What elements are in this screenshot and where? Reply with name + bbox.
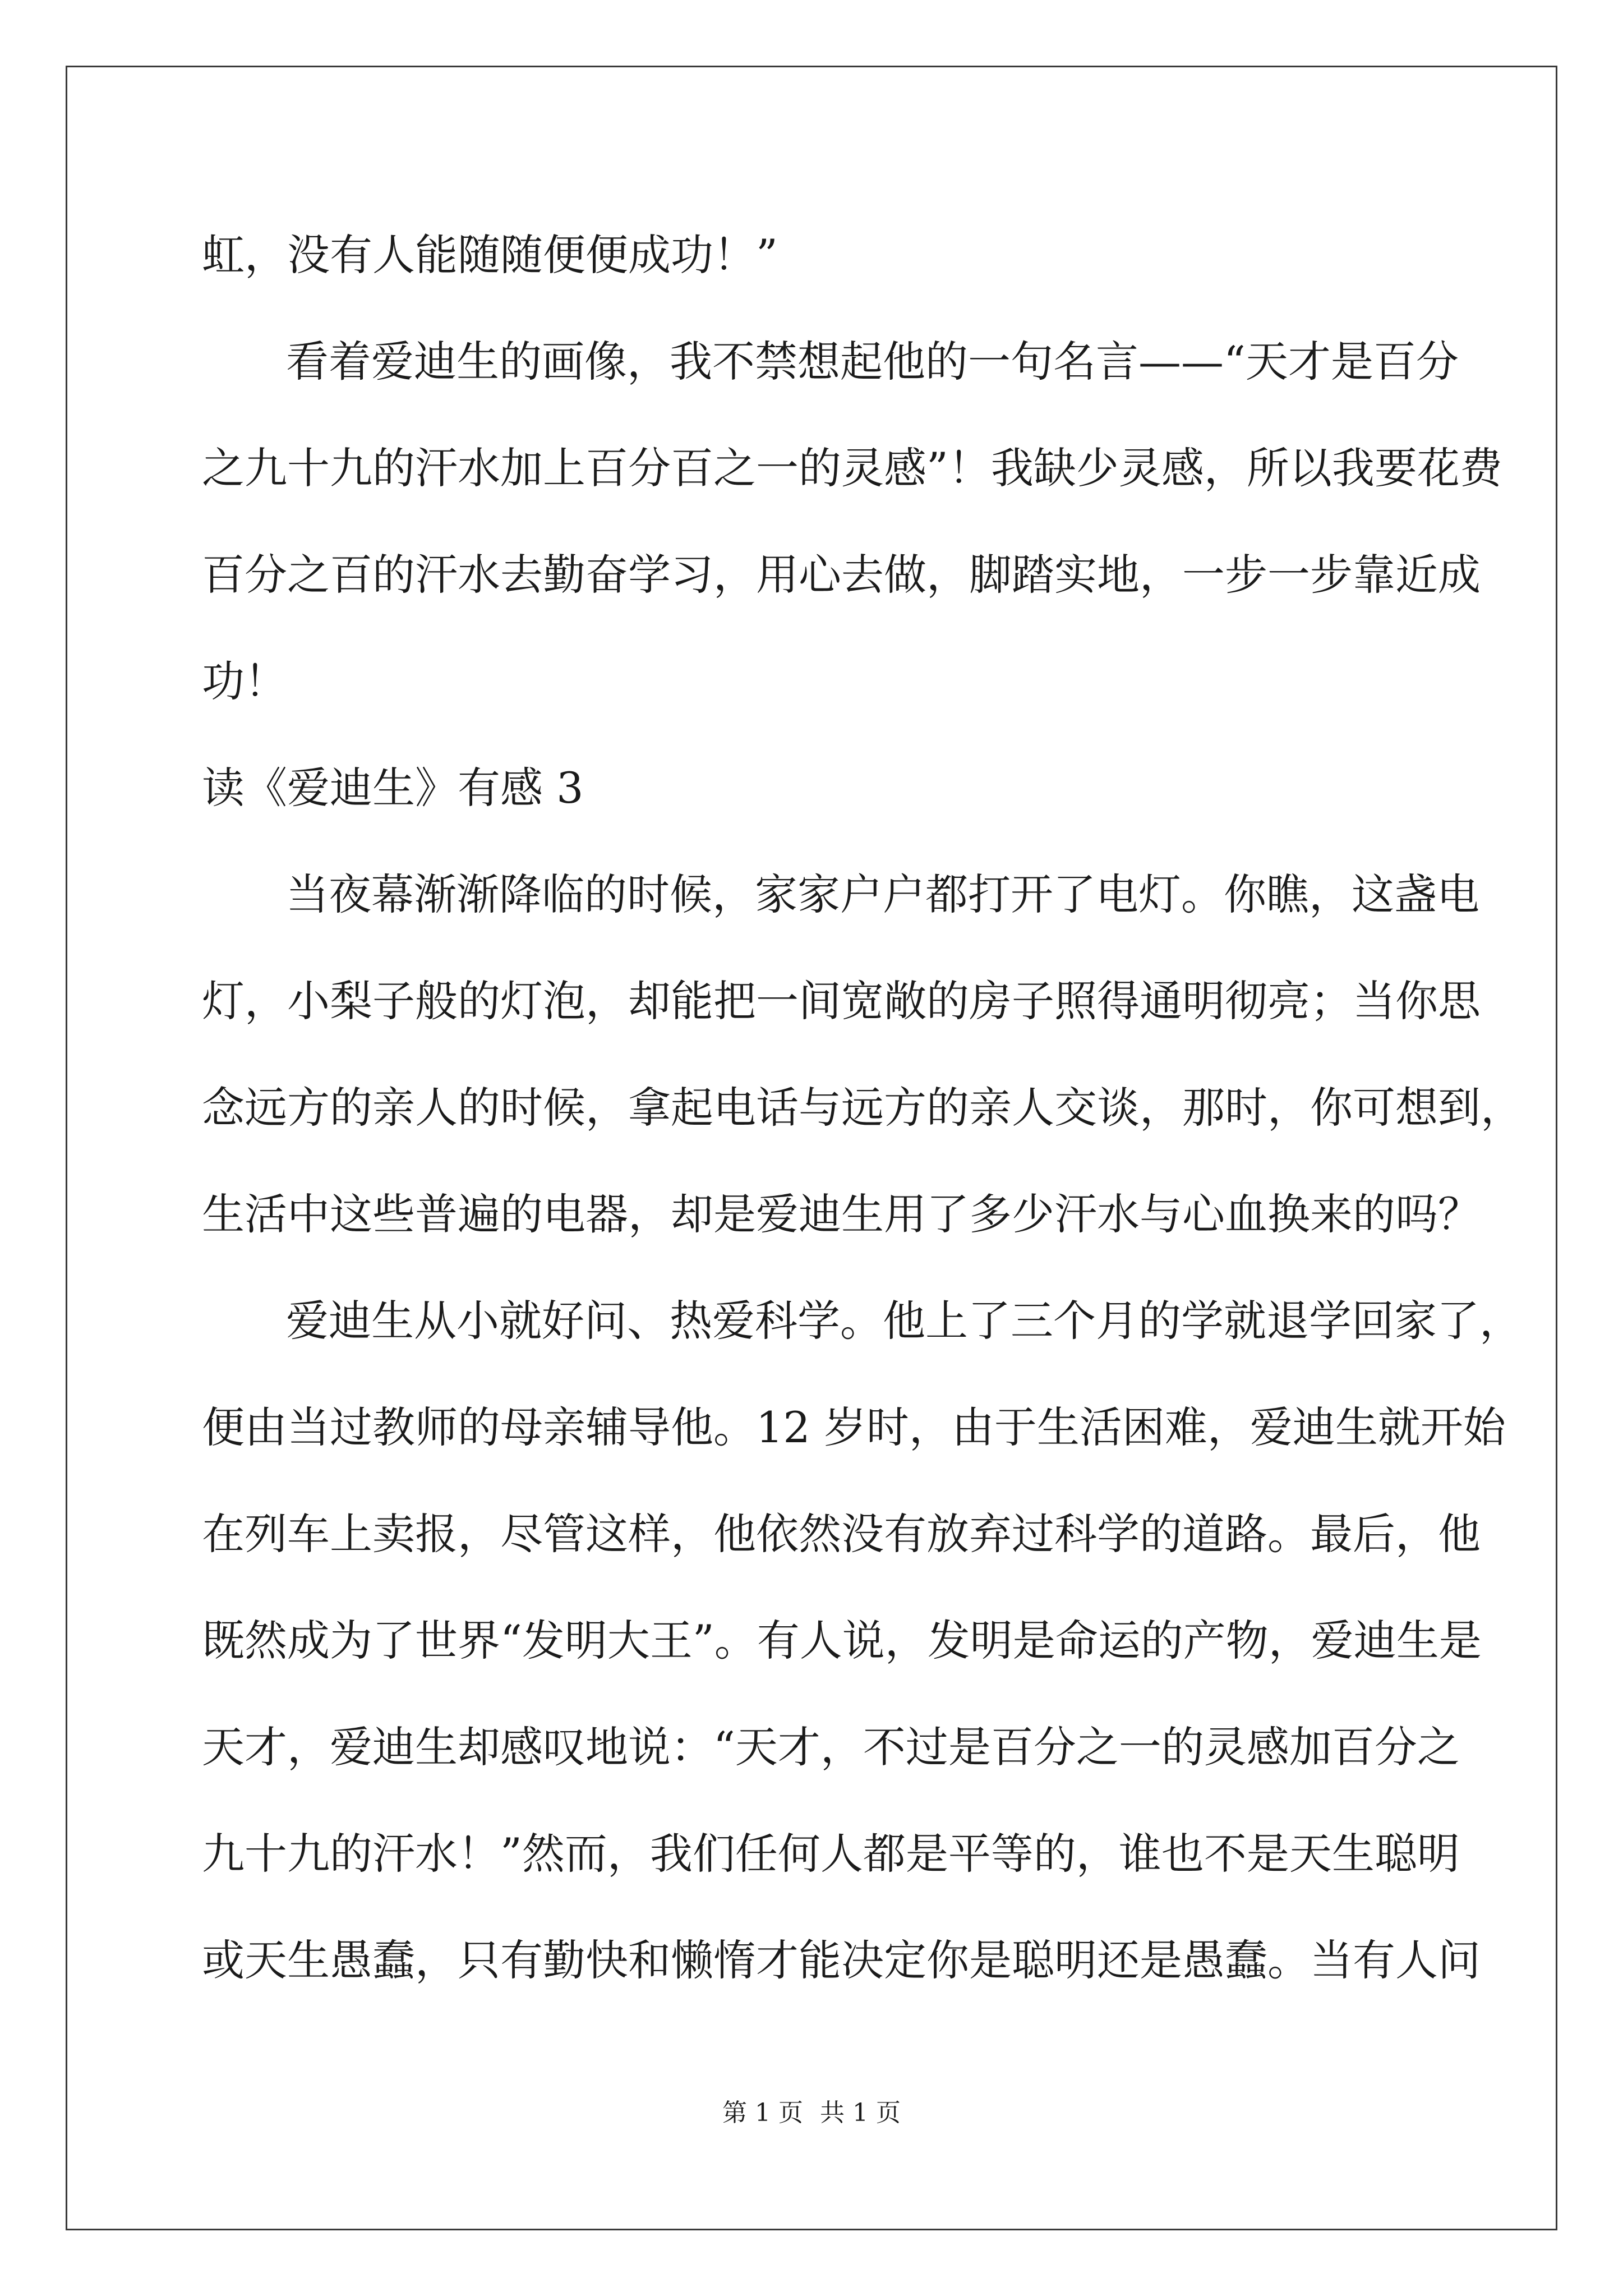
text-line: 天才，爱迪生却感叹地说：“天才，不过是百分之一的灵感加百分之: [202, 1722, 1460, 1772]
page-total: 共 1 页: [820, 2099, 901, 2127]
paragraph-first-line: 当夜幕渐渐降临的时候，家家户户都打开了电灯。你瞧，这盏电: [286, 869, 1479, 919]
text-line: 虹，没有人能随随便便成功！”: [202, 230, 778, 280]
text-line: 念远方的亲人的时候，拿起电话与远方的亲人交谈，那时，你可想到，: [202, 1083, 1523, 1133]
text-line: 功！: [202, 656, 287, 706]
text-line: 便由当过教师的母亲辅导他。12 岁时，由于生活困难，爱迪生就开始: [202, 1402, 1506, 1452]
text-line: 在列车上卖报，尽管这样，他依然没有放弃过科学的道路。最后，他: [202, 1509, 1481, 1559]
text-line: 之九十九的汗水加上百分百之一的灵感”！我缺少灵感，所以我要花费: [202, 443, 1502, 493]
text-line: 九十九的汗水！”然而，我们任何人都是平等的，谁也不是天生聪明: [202, 1829, 1460, 1879]
section-heading: 读《爱迪生》有感 3: [202, 763, 584, 813]
page-number: 第 1 页: [722, 2099, 803, 2127]
text-line: 百分之百的汗水去勤奋学习，用心去做，脚踏实地，一步一步靠近成: [202, 550, 1481, 600]
text-line: 既然成为了世界“发明大王”。有人说，发明是命运的产物，爱迪生是: [202, 1616, 1482, 1665]
page-footer: [0, 2092, 1623, 2128]
paragraph-first-line: 看着爱迪生的画像，我不禁想起他的一句名言——“天才是百分: [286, 337, 1459, 386]
text-line: 灯，小梨子般的灯泡，却能把一间宽敞的房子照得通明彻亮；当你思: [202, 976, 1481, 1026]
paragraph-first-line: 爱迪生从小就好问、热爱科学。他上了三个月的学就退学回家了，: [286, 1296, 1522, 1346]
text-line: 生活中这些普遍的电器，却是爱迪生用了多少汗水与心血换来的吗？: [202, 1189, 1481, 1239]
text-line: 或天生愚蠢，只有勤快和懒惰才能决定你是聪明还是愚蠢。当有人问: [202, 1935, 1481, 1985]
